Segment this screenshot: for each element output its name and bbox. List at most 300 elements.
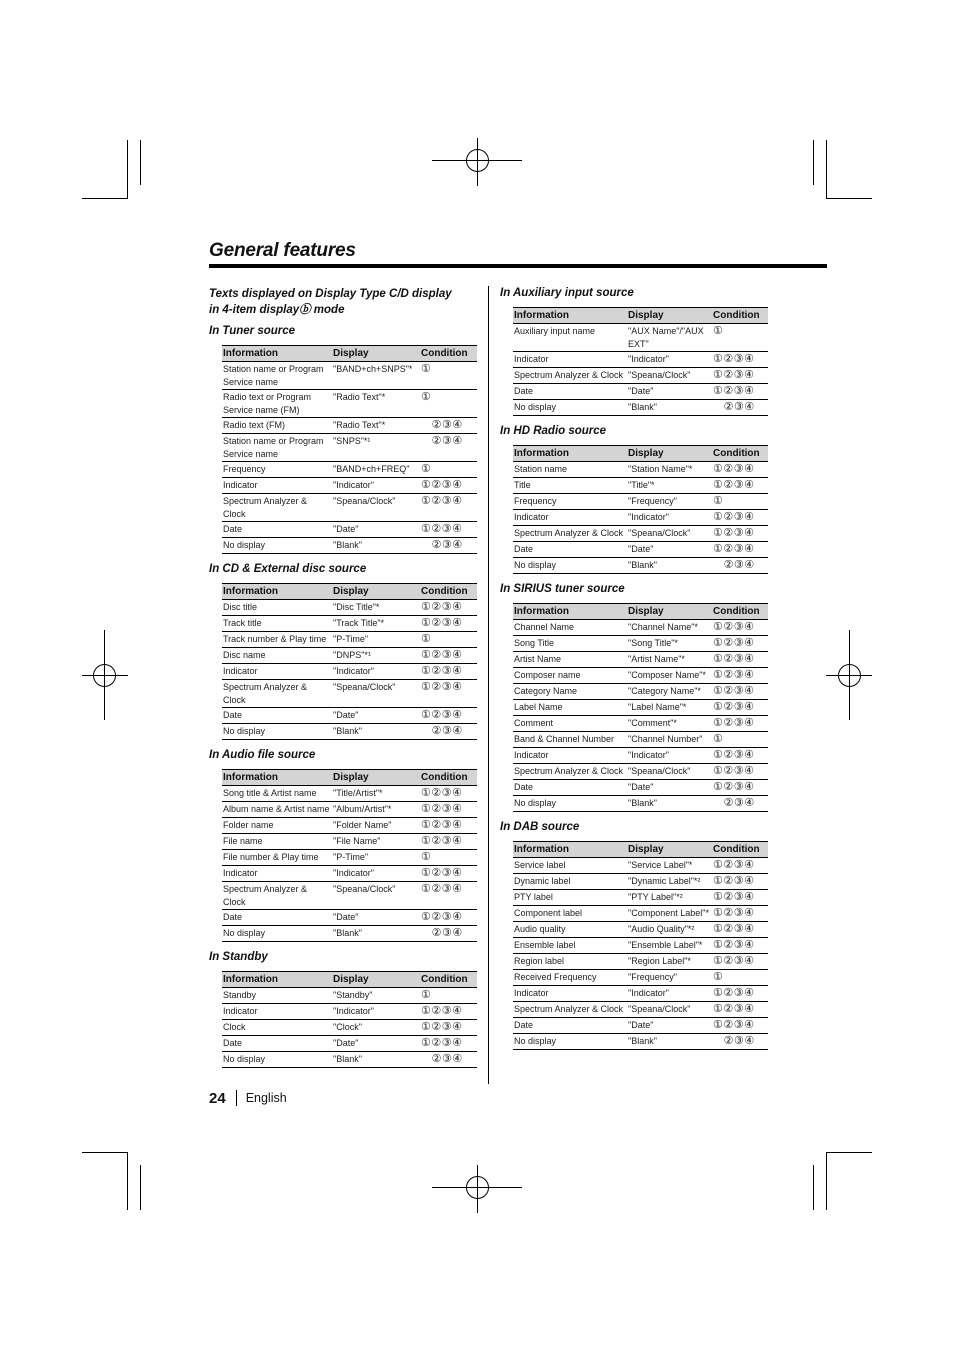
cell-display: "Blank" bbox=[627, 1034, 712, 1050]
cell-display: "Frequency" bbox=[627, 970, 712, 986]
table-row bbox=[222, 680, 477, 708]
table-row bbox=[513, 494, 768, 510]
table-header-row bbox=[222, 770, 477, 786]
cell-display: "Indicator" bbox=[332, 478, 420, 494]
cell-information: Radio text (FM) bbox=[222, 418, 332, 434]
table-row bbox=[222, 786, 477, 802]
page-title: General features bbox=[209, 240, 356, 261]
cell-display: "Region Label"* bbox=[627, 954, 712, 970]
table-row bbox=[513, 478, 768, 494]
table-row bbox=[513, 906, 768, 922]
table-row bbox=[222, 1052, 477, 1068]
cell-information: Date bbox=[513, 542, 627, 558]
cell-condition: ① bbox=[420, 462, 477, 478]
table-row bbox=[513, 748, 768, 764]
cell-condition: ①②③④ bbox=[420, 600, 477, 616]
cell-condition: ①②③④ bbox=[420, 648, 477, 664]
cell-information: Song title & Artist name bbox=[222, 786, 332, 802]
cell-condition: ①②③④ bbox=[420, 910, 477, 926]
cell-display: "Label Name"* bbox=[627, 700, 712, 716]
cell-information: Station name bbox=[513, 462, 627, 478]
cell-information: Frequency bbox=[222, 462, 332, 478]
cell-display: "Date" bbox=[332, 910, 420, 926]
table-row bbox=[513, 874, 768, 890]
footer-language: English bbox=[245, 1091, 287, 1105]
cell-information: Disc name bbox=[222, 648, 332, 664]
header-information: Information bbox=[222, 770, 332, 786]
table-row bbox=[513, 1034, 768, 1050]
cell-condition: ①②③④ bbox=[712, 874, 768, 890]
cell-display: "Standby" bbox=[332, 988, 420, 1004]
cell-condition: ①②③④ bbox=[712, 1018, 768, 1034]
table-row bbox=[513, 652, 768, 668]
cell-information: Song Title bbox=[513, 636, 627, 652]
table-row bbox=[222, 478, 477, 494]
cell-condition: ②③④ bbox=[420, 434, 477, 462]
table-row bbox=[222, 494, 477, 522]
cell-display: "Composer Name"* bbox=[627, 668, 712, 684]
cell-condition: ①②③④ bbox=[712, 858, 768, 874]
cell-display: "Date" bbox=[627, 780, 712, 796]
page-footer bbox=[209, 1088, 287, 1108]
table-row bbox=[222, 390, 477, 418]
cell-condition: ①②③④ bbox=[712, 764, 768, 780]
cell-display: "Comment"* bbox=[627, 716, 712, 732]
cell-display: "Date" bbox=[627, 1018, 712, 1034]
cell-condition: ①②③④ bbox=[420, 818, 477, 834]
cell-display: "Blank" bbox=[627, 558, 712, 574]
cell-information: Spectrum Analyzer & Clock bbox=[222, 882, 332, 910]
info-table bbox=[222, 345, 477, 554]
table-header-row bbox=[513, 604, 768, 620]
cell-information: Spectrum Analyzer & Clock bbox=[222, 680, 332, 708]
right-column bbox=[500, 286, 768, 1058]
cell-condition: ①②③④ bbox=[712, 906, 768, 922]
cell-condition: ①②③④ bbox=[712, 352, 768, 368]
cell-condition: ②③④ bbox=[420, 1052, 477, 1068]
cell-information: Date bbox=[222, 522, 332, 538]
header-condition: Condition bbox=[712, 604, 768, 620]
header-condition: Condition bbox=[420, 584, 477, 600]
section-title: In CD & External disc source bbox=[209, 563, 367, 575]
section-title: In HD Radio source bbox=[500, 425, 607, 437]
cell-information: Date bbox=[222, 1036, 332, 1052]
cell-display: "Ensemble Label"* bbox=[627, 938, 712, 954]
cell-information: Spectrum Analyzer & Clock bbox=[513, 1002, 627, 1018]
header-information: Information bbox=[513, 842, 627, 858]
cell-display: "Date" bbox=[332, 1036, 420, 1052]
cell-information: File name bbox=[222, 834, 332, 850]
cell-condition: ①②③④ bbox=[712, 478, 768, 494]
cell-condition: ②③④ bbox=[712, 558, 768, 574]
table-row bbox=[513, 384, 768, 400]
cell-condition: ① bbox=[420, 362, 477, 390]
cell-condition: ①②③④ bbox=[712, 780, 768, 796]
cell-information: No display bbox=[222, 1052, 332, 1068]
section-title: In Auxiliary input source bbox=[500, 287, 634, 299]
header-condition: Condition bbox=[712, 842, 768, 858]
cell-condition: ① bbox=[712, 494, 768, 510]
cell-display: "Disc Title"* bbox=[332, 600, 420, 616]
table-row bbox=[222, 818, 477, 834]
intro-line-1: Texts displayed on Display Type C/D display bbox=[209, 288, 452, 300]
cell-display: "PTY Label"*² bbox=[627, 890, 712, 906]
cell-information: No display bbox=[222, 724, 332, 740]
cell-condition: ① bbox=[712, 970, 768, 986]
cell-display: "Channel Number" bbox=[627, 732, 712, 748]
cell-condition: ①②③④ bbox=[712, 938, 768, 954]
header-information: Information bbox=[513, 604, 627, 620]
cell-information: Date bbox=[513, 384, 627, 400]
cell-condition: ①②③④ bbox=[420, 834, 477, 850]
cell-information: No display bbox=[222, 926, 332, 942]
page-number: 24 bbox=[209, 1089, 226, 1107]
cell-information: Date bbox=[222, 910, 332, 926]
cell-information: Station name or Program Service name bbox=[222, 434, 332, 462]
table-row bbox=[222, 632, 477, 648]
cell-information: PTY label bbox=[513, 890, 627, 906]
table-row bbox=[513, 764, 768, 780]
cell-display: "AUX Name"/"AUX EXT" bbox=[627, 324, 712, 352]
section-title: In SIRIUS tuner source bbox=[500, 583, 625, 595]
cell-display: "Date" bbox=[627, 384, 712, 400]
cell-condition: ①②③④ bbox=[420, 1020, 477, 1036]
table-row bbox=[513, 462, 768, 478]
info-table bbox=[222, 971, 477, 1068]
cell-information: Standby bbox=[222, 988, 332, 1004]
cell-information: Track title bbox=[222, 616, 332, 632]
table-row bbox=[222, 882, 477, 910]
table-row bbox=[513, 542, 768, 558]
cell-display: "BAND+ch+SNPS"* bbox=[332, 362, 420, 390]
cell-information: Album name & Artist name bbox=[222, 802, 332, 818]
cell-condition: ①②③④ bbox=[712, 368, 768, 384]
header-display: Display bbox=[332, 346, 420, 362]
table-row bbox=[222, 910, 477, 926]
table-row bbox=[222, 866, 477, 882]
table-header-row bbox=[222, 972, 477, 988]
cell-condition: ① bbox=[712, 732, 768, 748]
cell-display: "Radio Text"* bbox=[332, 390, 420, 418]
table-row bbox=[513, 324, 768, 352]
cell-display: "Radio Text"* bbox=[332, 418, 420, 434]
cell-display: "Speana/Clock" bbox=[627, 368, 712, 384]
footer-separator bbox=[236, 1090, 237, 1106]
table-row bbox=[222, 418, 477, 434]
cell-information: Spectrum Analyzer & Clock bbox=[222, 494, 332, 522]
cell-condition: ①②③④ bbox=[420, 882, 477, 910]
cell-condition: ①②③④ bbox=[420, 802, 477, 818]
table-row bbox=[222, 1036, 477, 1052]
source-section bbox=[209, 950, 479, 1068]
cell-display: "Indicator" bbox=[332, 866, 420, 882]
cell-information: Spectrum Analyzer & Clock bbox=[513, 764, 627, 780]
info-table bbox=[222, 583, 477, 740]
cell-display: "Component Label"* bbox=[627, 906, 712, 922]
cell-condition: ①②③④ bbox=[712, 384, 768, 400]
table-header-row bbox=[513, 308, 768, 324]
table-row bbox=[222, 988, 477, 1004]
cell-information: Spectrum Analyzer & Clock bbox=[513, 368, 627, 384]
cell-condition: ①②③④ bbox=[420, 708, 477, 724]
table-row bbox=[222, 1004, 477, 1020]
cell-condition: ①②③④ bbox=[420, 664, 477, 680]
table-row bbox=[222, 648, 477, 664]
cell-condition: ①②③④ bbox=[712, 684, 768, 700]
cell-information: Date bbox=[222, 708, 332, 724]
cell-information: Band & Channel Number bbox=[513, 732, 627, 748]
table-row bbox=[513, 636, 768, 652]
cell-information: No display bbox=[513, 1034, 627, 1050]
header-condition: Condition bbox=[712, 308, 768, 324]
table-row bbox=[513, 352, 768, 368]
cell-condition: ①②③④ bbox=[712, 716, 768, 732]
table-row bbox=[513, 970, 768, 986]
cell-display: "Indicator" bbox=[627, 352, 712, 368]
table-row bbox=[513, 858, 768, 874]
cell-condition: ① bbox=[420, 850, 477, 866]
cell-display: "Title"* bbox=[627, 478, 712, 494]
source-section bbox=[209, 748, 479, 942]
cell-information: Channel Name bbox=[513, 620, 627, 636]
header-display: Display bbox=[627, 604, 712, 620]
table-header-row bbox=[513, 446, 768, 462]
table-row bbox=[513, 716, 768, 732]
table-row bbox=[513, 526, 768, 542]
table-row bbox=[222, 834, 477, 850]
cell-display: "P-Time" bbox=[332, 632, 420, 648]
header-information: Information bbox=[222, 584, 332, 600]
cell-condition: ①②③④ bbox=[420, 478, 477, 494]
cell-condition: ①②③④ bbox=[712, 668, 768, 684]
cell-condition: ②③④ bbox=[420, 418, 477, 434]
header-display: Display bbox=[627, 842, 712, 858]
source-section bbox=[500, 820, 768, 1050]
section-title: In Standby bbox=[209, 951, 268, 963]
cell-display: "Blank" bbox=[332, 1052, 420, 1068]
cell-information: Spectrum Analyzer & Clock bbox=[513, 526, 627, 542]
title-rule bbox=[209, 264, 827, 268]
table-row bbox=[513, 400, 768, 416]
cell-condition: ①②③④ bbox=[712, 620, 768, 636]
cell-information: Received Frequency bbox=[513, 970, 627, 986]
table-row bbox=[513, 700, 768, 716]
table-row bbox=[513, 620, 768, 636]
cell-information: Indicator bbox=[222, 664, 332, 680]
cell-condition: ① bbox=[420, 632, 477, 648]
cell-condition: ①②③④ bbox=[420, 866, 477, 882]
cell-display: "Date" bbox=[332, 522, 420, 538]
table-row bbox=[513, 954, 768, 970]
cell-condition: ①②③④ bbox=[420, 616, 477, 632]
cell-display: "Speana/Clock" bbox=[627, 764, 712, 780]
cell-display: "BAND+ch+FREQ" bbox=[332, 462, 420, 478]
cell-information: Indicator bbox=[222, 866, 332, 882]
cell-display: "Folder Name" bbox=[332, 818, 420, 834]
table-row bbox=[222, 1020, 477, 1036]
header-information: Information bbox=[222, 972, 332, 988]
source-section bbox=[500, 582, 768, 812]
left-column bbox=[209, 286, 479, 1076]
cell-condition: ①②③④ bbox=[712, 510, 768, 526]
table-header-row bbox=[222, 346, 477, 362]
cell-display: "Blank" bbox=[332, 724, 420, 740]
table-row bbox=[513, 1018, 768, 1034]
cell-condition: ②③④ bbox=[712, 400, 768, 416]
table-row bbox=[513, 1002, 768, 1018]
table-row bbox=[222, 724, 477, 740]
cell-condition: ②③④ bbox=[420, 538, 477, 554]
table-row bbox=[513, 796, 768, 812]
cell-condition: ①②③④ bbox=[712, 652, 768, 668]
table-row bbox=[222, 538, 477, 554]
cell-condition: ①②③④ bbox=[712, 748, 768, 764]
cell-information: Station name or Program Service name bbox=[222, 362, 332, 390]
info-table bbox=[513, 307, 768, 416]
table-row bbox=[513, 732, 768, 748]
table-row bbox=[513, 684, 768, 700]
cell-condition: ①②③④ bbox=[420, 1036, 477, 1052]
cell-display: "Clock" bbox=[332, 1020, 420, 1036]
cell-condition: ②③④ bbox=[420, 926, 477, 942]
cell-condition: ②③④ bbox=[712, 796, 768, 812]
intro-line-2: in 4-item displayⓑ mode bbox=[209, 304, 345, 316]
header-information: Information bbox=[222, 346, 332, 362]
cell-condition: ①②③④ bbox=[712, 922, 768, 938]
header-condition: Condition bbox=[420, 346, 477, 362]
cell-condition: ②③④ bbox=[712, 1034, 768, 1050]
cell-display: "Speana/Clock" bbox=[627, 526, 712, 542]
cell-display: "Speana/Clock" bbox=[332, 494, 420, 522]
cell-information: Label Name bbox=[513, 700, 627, 716]
section-title: In Audio file source bbox=[209, 749, 316, 761]
cell-display: "Date" bbox=[627, 542, 712, 558]
table-row bbox=[222, 434, 477, 462]
cell-condition: ① bbox=[420, 988, 477, 1004]
cell-information: Category Name bbox=[513, 684, 627, 700]
cell-display: "Song Title"* bbox=[627, 636, 712, 652]
table-row bbox=[222, 600, 477, 616]
cell-display: "Indicator" bbox=[332, 664, 420, 680]
cell-information: Frequency bbox=[513, 494, 627, 510]
cell-information: Artist Name bbox=[513, 652, 627, 668]
table-row bbox=[222, 926, 477, 942]
cell-display: "Speana/Clock" bbox=[627, 1002, 712, 1018]
table-row bbox=[222, 802, 477, 818]
table-row bbox=[513, 368, 768, 384]
cell-display: "Artist Name"* bbox=[627, 652, 712, 668]
cell-information: Component label bbox=[513, 906, 627, 922]
header-display: Display bbox=[627, 308, 712, 324]
header-condition: Condition bbox=[712, 446, 768, 462]
cell-display: "Dynamic Label"*² bbox=[627, 874, 712, 890]
info-table bbox=[222, 769, 477, 942]
cell-condition: ①②③④ bbox=[712, 462, 768, 478]
header-information: Information bbox=[513, 308, 627, 324]
header-condition: Condition bbox=[420, 770, 477, 786]
header-display: Display bbox=[332, 770, 420, 786]
cell-condition: ①②③④ bbox=[420, 494, 477, 522]
table-row bbox=[222, 522, 477, 538]
cell-information: Indicator bbox=[513, 510, 627, 526]
table-row bbox=[222, 850, 477, 866]
cell-condition: ①②③④ bbox=[420, 786, 477, 802]
cell-display: "Speana/Clock" bbox=[332, 680, 420, 708]
cell-condition: ①②③④ bbox=[420, 1004, 477, 1020]
cell-condition: ①②③④ bbox=[712, 700, 768, 716]
table-row bbox=[513, 986, 768, 1002]
cell-information: Region label bbox=[513, 954, 627, 970]
table-row bbox=[513, 510, 768, 526]
cell-condition: ① bbox=[420, 390, 477, 418]
section-title: In DAB source bbox=[500, 821, 580, 833]
cell-information: Indicator bbox=[222, 1004, 332, 1020]
cell-display: "Title/Artist"* bbox=[332, 786, 420, 802]
cell-condition: ①②③④ bbox=[420, 522, 477, 538]
cell-display: "Audio Quality"*² bbox=[627, 922, 712, 938]
source-section bbox=[500, 424, 768, 574]
cell-display: "Album/Artist"* bbox=[332, 802, 420, 818]
cell-information: No display bbox=[513, 400, 627, 416]
cell-information: Date bbox=[513, 1018, 627, 1034]
cell-display: "Category Name"* bbox=[627, 684, 712, 700]
cell-display: "Station Name"* bbox=[627, 462, 712, 478]
table-row bbox=[222, 708, 477, 724]
table-header-row bbox=[222, 584, 477, 600]
cell-information: Composer name bbox=[513, 668, 627, 684]
cell-information: Indicator bbox=[513, 748, 627, 764]
cell-display: "Blank" bbox=[627, 796, 712, 812]
left-sections bbox=[209, 324, 479, 1068]
header-information: Information bbox=[513, 446, 627, 462]
cell-condition: ① bbox=[712, 324, 768, 352]
cell-information: Auxiliary input name bbox=[513, 324, 627, 352]
cell-condition: ①②③④ bbox=[712, 986, 768, 1002]
cell-condition: ①②③④ bbox=[712, 542, 768, 558]
cell-information: Date bbox=[513, 780, 627, 796]
cell-information: Indicator bbox=[513, 352, 627, 368]
column-divider bbox=[488, 286, 489, 1084]
cell-display: "Indicator" bbox=[627, 510, 712, 526]
section-title: In Tuner source bbox=[209, 325, 296, 337]
cell-information: No display bbox=[222, 538, 332, 554]
header-display: Display bbox=[332, 584, 420, 600]
cell-information: Radio text or Program Service name (FM) bbox=[222, 390, 332, 418]
cell-information: No display bbox=[513, 796, 627, 812]
cell-display: "Speana/Clock" bbox=[332, 882, 420, 910]
header-display: Display bbox=[627, 446, 712, 462]
table-row bbox=[222, 362, 477, 390]
cell-display: "Blank" bbox=[332, 538, 420, 554]
cell-display: "Indicator" bbox=[332, 1004, 420, 1020]
cell-display: "Indicator" bbox=[627, 748, 712, 764]
table-header-row bbox=[513, 842, 768, 858]
right-sections bbox=[500, 286, 768, 1050]
cell-display: "Frequency" bbox=[627, 494, 712, 510]
cell-display: "Service Label"* bbox=[627, 858, 712, 874]
cell-information: Dynamic label bbox=[513, 874, 627, 890]
cell-information: Service label bbox=[513, 858, 627, 874]
cell-display: "Blank" bbox=[332, 926, 420, 942]
cell-information: Folder name bbox=[222, 818, 332, 834]
cell-information: Indicator bbox=[222, 478, 332, 494]
info-table bbox=[513, 603, 768, 812]
table-row bbox=[222, 462, 477, 478]
table-row bbox=[513, 938, 768, 954]
cell-display: "P-Time" bbox=[332, 850, 420, 866]
cell-condition: ①②③④ bbox=[712, 526, 768, 542]
cell-information: Title bbox=[513, 478, 627, 494]
